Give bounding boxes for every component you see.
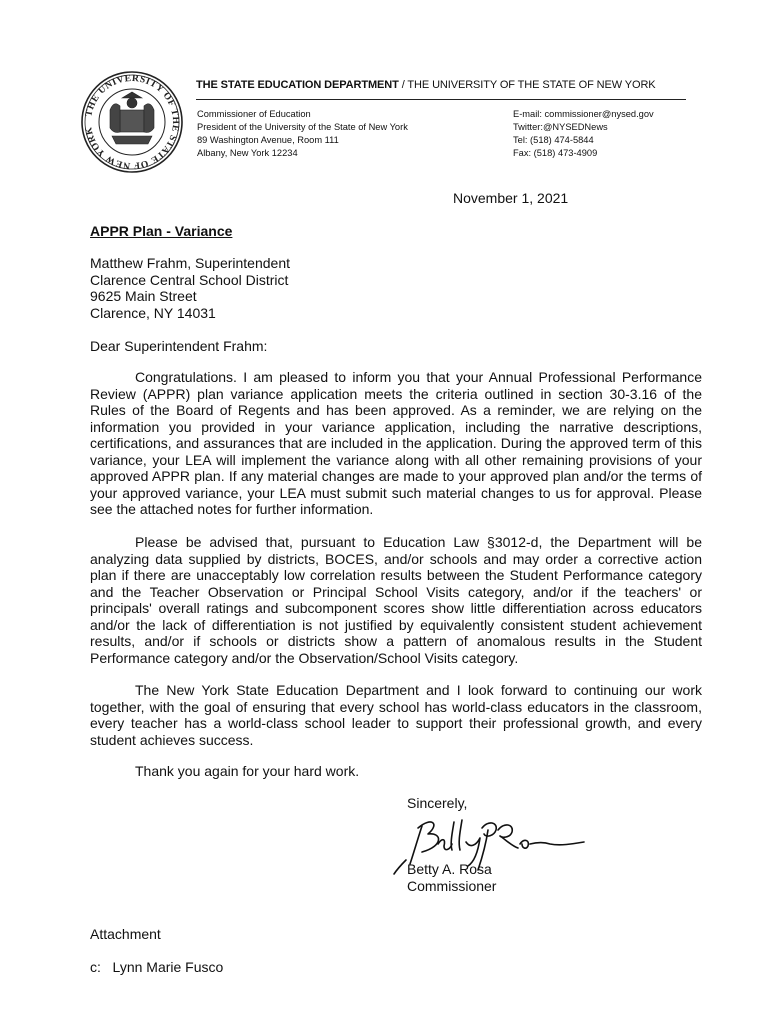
recipient-address xyxy=(90,255,290,321)
letterhead-left-line: Commissioner of Education xyxy=(197,109,311,119)
body-paragraph: Please be advised that, pursuant to Education Law §3012-d, the Department will be analyzing data supplied by districts, BOCES, and/or schools and may order a corrective action plan if there are unacceptably low correlation results between the Student Performance category and the Teacher Observation or Principal School Visits category, and/or if the teachers' or principals' overall ratings and subcomponent scores show little differentiation across educators and/or the lack of differentiation is not justified by equivalently consistent student achievement results, and/or if schools or districts show a pattern of anomalous results in the Student Performance category and/or the Observation/School Visits category. xyxy=(90,534,702,666)
state-seal-logo xyxy=(80,70,184,174)
body-paragraph: Congratulations. I am pleased to inform you that your Annual Professional Performance Review (APPR) plan variance application meets the criteria outlined in section 30-3.16 of the Rules of the Board of Regents and has been approved. As a reminder, we are relying on the information you provided in your variance application, including the narrative descriptions, certifications, and assurances that are included in the application. During the approved term of this variance, your LEA will implement the variance along with all other remaining provisions of your approved APPR plan. If any material changes are made to your approved plan and/or the terms of your approved variance, your LEA must submit such material changes to us for approval. Please see the attached notes for further information. xyxy=(90,369,702,517)
letterhead-heading xyxy=(196,79,656,91)
signature-block xyxy=(407,861,496,894)
thanks-line: Thank you again for your hard work. xyxy=(135,763,360,779)
department-name: THE STATE EDUCATION DEPARTMENT xyxy=(196,79,399,91)
letterhead-left-line: President of the University of the State of New York xyxy=(197,122,408,132)
signer-title: Commissioner xyxy=(407,877,497,894)
contact-phone: Tel: (518) 474-5844 xyxy=(513,135,594,145)
contact-fax: Fax: (518) 473-4909 xyxy=(513,148,598,158)
closing: Sincerely, xyxy=(407,795,468,811)
signer-name: Betty A. Rosa xyxy=(407,861,492,877)
recipient-line: Clarence Central School District xyxy=(90,271,289,288)
letterhead-contact-block xyxy=(513,108,654,160)
letterhead-rule xyxy=(196,99,686,100)
body-paragraph: The New York State Education Department and I look forward to continuing our work together, with the goal of ensuring that every school has world-class educators in the classroom, every teacher has a world-class school leader to support their professional growth, and every student achieves success. xyxy=(90,682,702,748)
letter-date: November 1, 2021 xyxy=(453,190,569,206)
university-name: THE UNIVERSITY OF THE STATE OF NEW YORK xyxy=(407,79,656,91)
carbon-copy-line: c: Lynn Marie Fusco xyxy=(90,959,224,975)
salutation: Dear Superintendent Frahm: xyxy=(90,338,268,354)
contact-email: E-mail: commissioner@nysed.gov xyxy=(513,109,654,119)
recipient-line: Clarence, NY 14031 xyxy=(90,304,216,321)
letterhead-left-line: Albany, New York 12234 xyxy=(197,148,298,158)
letter-subject: APPR Plan - Variance xyxy=(90,223,233,239)
letterhead-address-block xyxy=(197,108,408,160)
contact-twitter: Twitter:@NYSEDNews xyxy=(513,122,608,132)
attachment-note: Attachment xyxy=(90,926,161,942)
svg-text:THE UNIVERSITY OF THE STATE OF: THE UNIVERSITY OF THE STATE OF NEW YORK xyxy=(83,72,182,172)
letterhead-left-line: 89 Washington Avenue, Room 111 xyxy=(197,135,339,145)
recipient-line: 9625 Main Street xyxy=(90,288,197,304)
recipient-line: Matthew Frahm, Superintendent xyxy=(90,255,290,271)
heading-separator: / xyxy=(398,79,408,91)
